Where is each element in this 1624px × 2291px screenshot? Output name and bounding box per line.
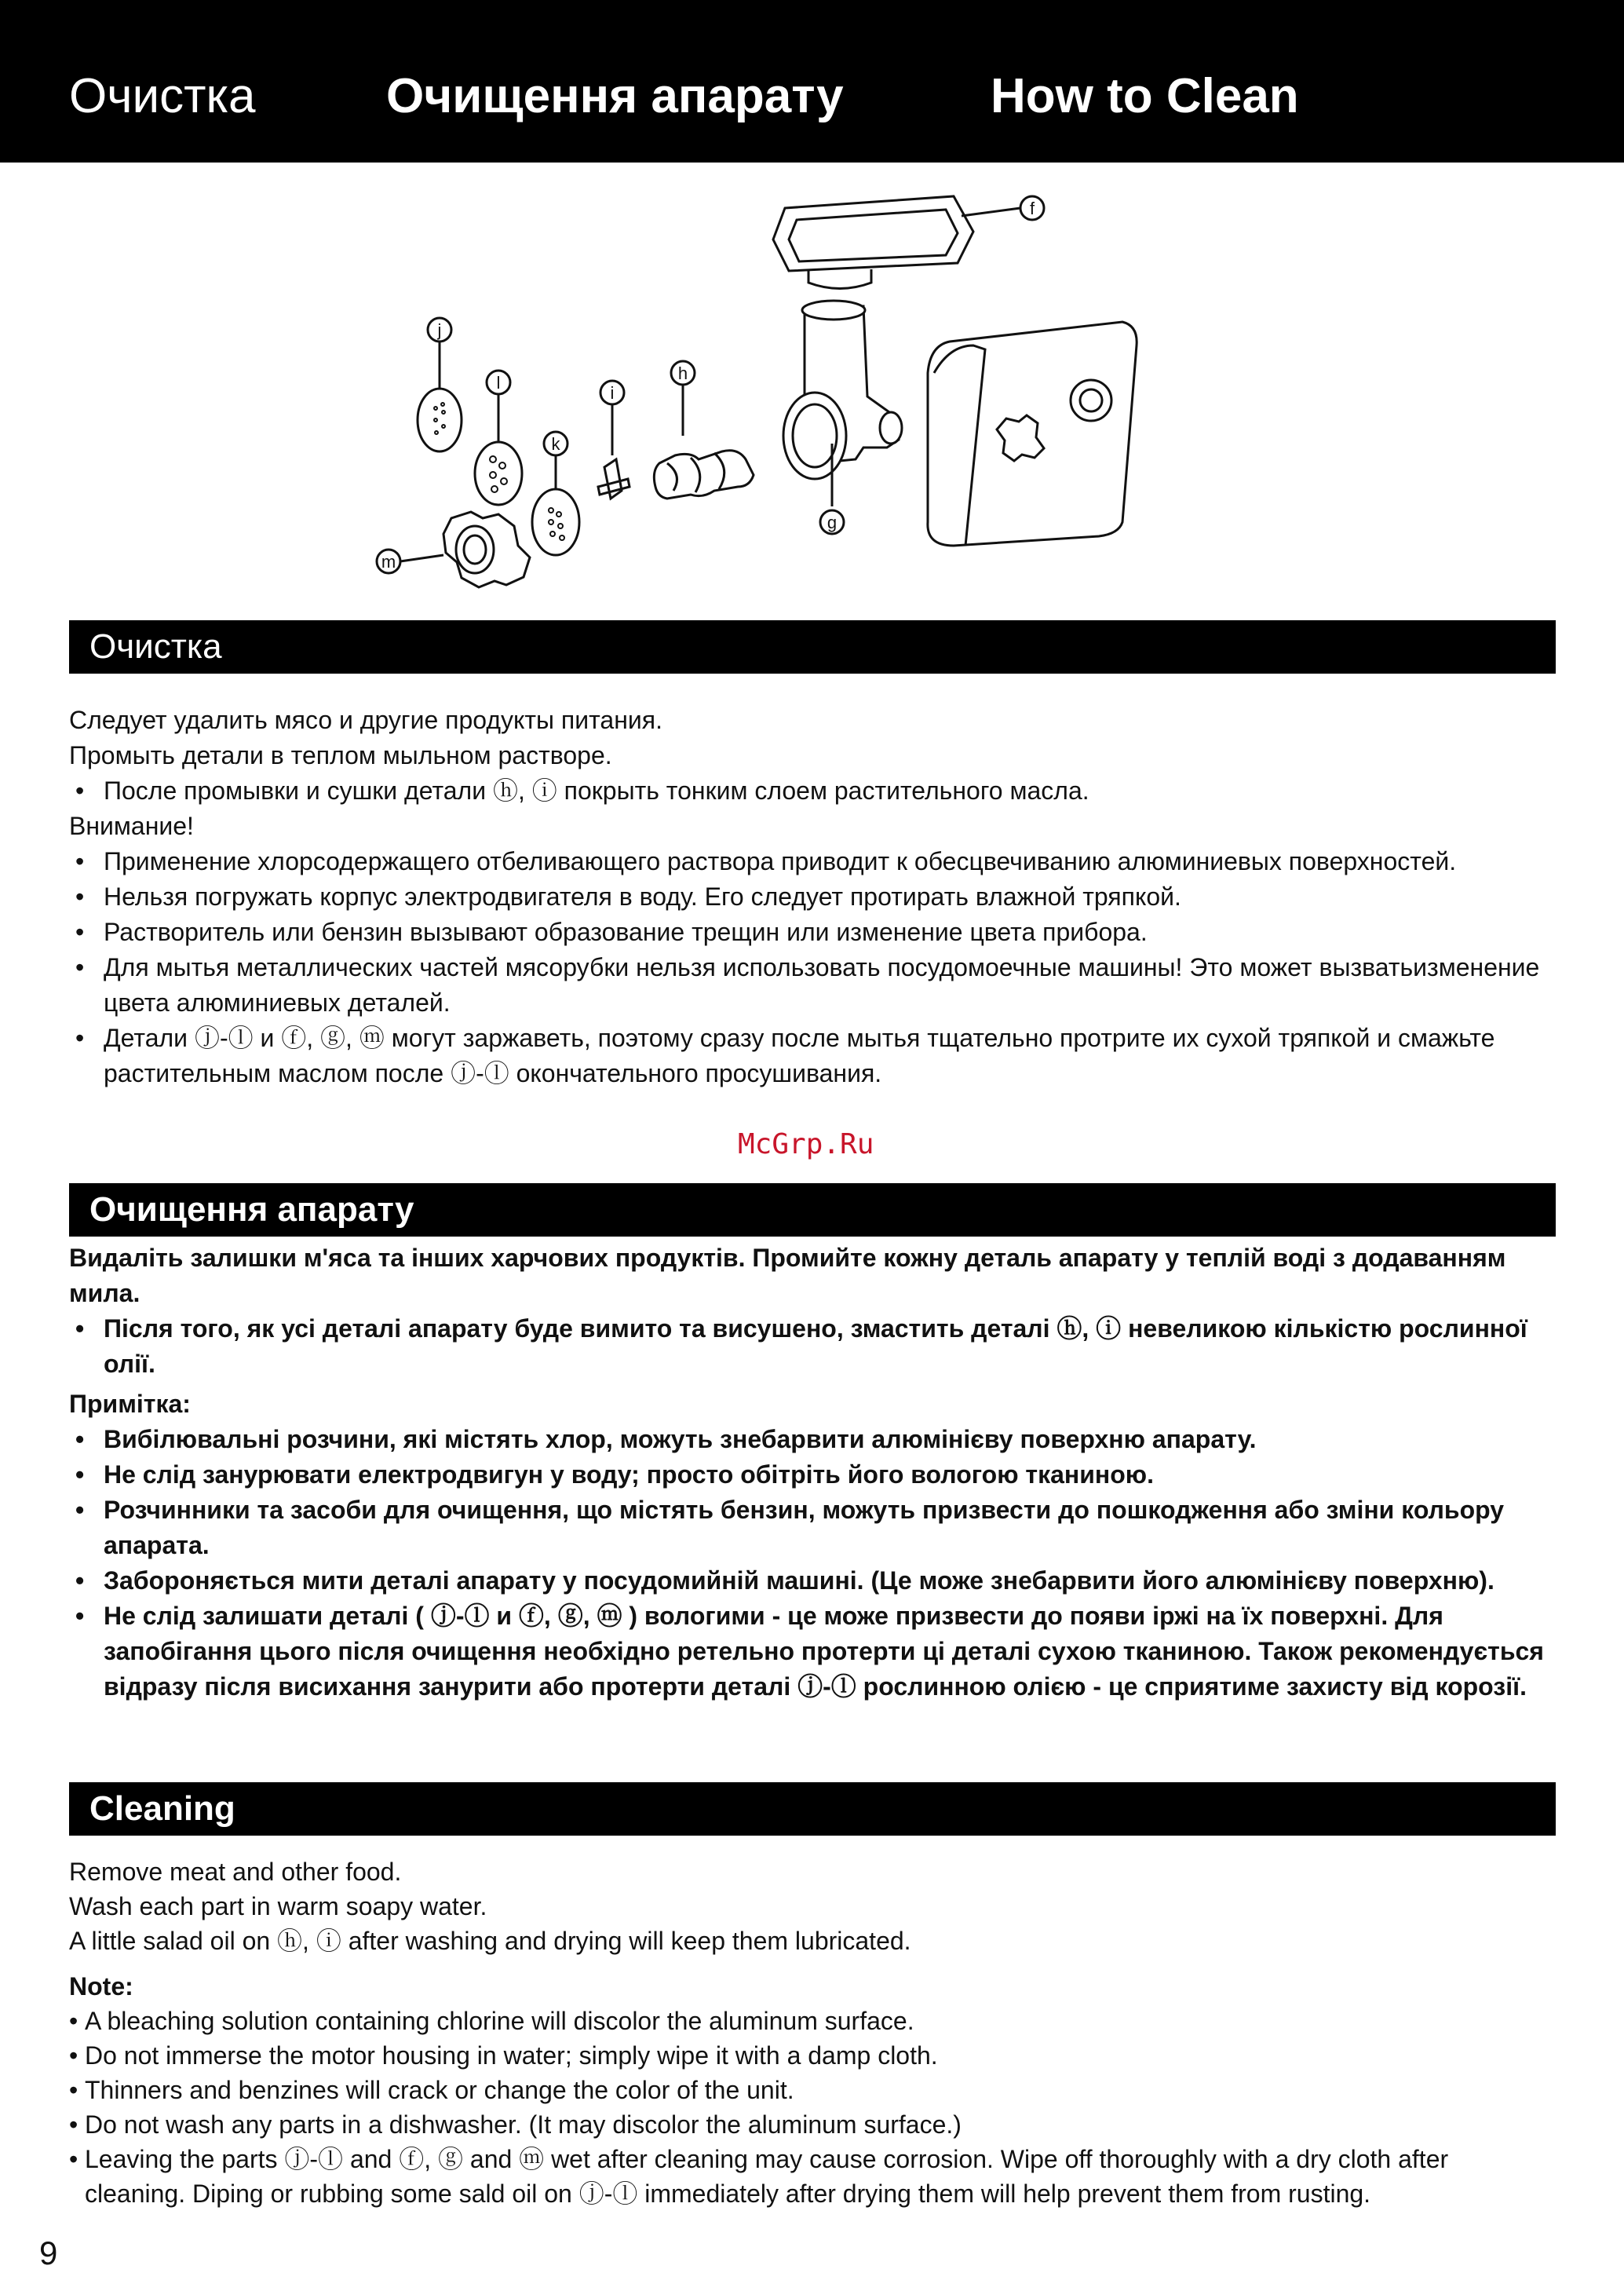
watermark: McGrp.Ru xyxy=(738,1128,874,1160)
ru-bullet-5: • Детали ⓙ-ⓛ и ⓕ, ⓖ, ⓜ могут заржаветь, поэтому сразу после мытья тщательно протрите их сухой тряпкой и смажьте растительным маслом после ⓙ-ⓛ окончательного просушивания. xyxy=(69,1021,1556,1091)
grinder-head-g xyxy=(783,301,902,534)
label-g: g xyxy=(827,513,838,532)
ru-bullet-1: • Применение хлорсодержащего отбеливающего раствора приводит к обесцвечиванию алюминиевых поверхностей. xyxy=(69,844,1556,879)
auger-h xyxy=(654,361,754,499)
en-line-1: Remove meat and other food. xyxy=(69,1858,402,1886)
section-body-en xyxy=(69,1854,1556,2211)
uk-note-label: Примітка: xyxy=(69,1390,191,1418)
en-bullet-5: • Leaving the parts ⓙ-ⓛ and ⓕ, ⓖ and ⓜ wet after cleaning may cause corrosion. Wipe off thoroughly with a dry cloth after cleaning. Diping or rubbing some sald oil on ⓙ-ⓛ immediately after drying them will help prevent them from rusting. xyxy=(69,2142,1556,2211)
uk-bullet-4: • Забороняється мити деталі апарату у посудомийній машині. (Це може знебарвити його алюмінієву поверхню). xyxy=(69,1563,1556,1599)
section-heading-ru: Очистка xyxy=(69,620,1556,674)
label-f: f xyxy=(1029,199,1035,218)
uk-line-1: Видаліть залишки м'яса та інших харчових продуктів. Промийте кожну деталь апарату у теплій воді з додаванням мила. xyxy=(69,1244,1506,1307)
en-bullet-4: • Do not wash any parts in a dishwasher. (It may discolor the aluminum surface.) xyxy=(69,2107,1556,2142)
ru-note-label: Внимание! xyxy=(69,812,194,840)
uk-bullet-5: • Не слід залишати деталі ( ⓙ-ⓛ и ⓕ, ⓖ, ⓜ ) вологими - це може призвести до появи іржі на їх поверхні. Для запобігання цього після очищення необхідно ретельно протерти ці деталі сухою тканиною. Також рекомендується відразу після висихання занурити або протерти деталі ⓙ-ⓛ рослинною олією - це сприятиме захисту від корозії. xyxy=(69,1599,1556,1705)
label-h: h xyxy=(677,364,688,383)
en-bullet-2: • Do not immerse the motor housing in water; simply wipe it with a damp cloth. xyxy=(69,2038,1556,2073)
page-number: 9 xyxy=(39,2234,58,2271)
uk-bullet-top: • Після того, як усі деталі апарату буде вимито та висушено, змастить деталі ⓗ, ⓘ невеликою кількістю рослинної олії. xyxy=(69,1311,1556,1382)
plate-j xyxy=(418,318,462,451)
blade-i xyxy=(598,381,630,499)
ru-bullet-2: • Нельзя погружать корпус электродвигателя в воду. Его следует протирать влажной тряпкой. xyxy=(69,879,1556,915)
uk-bullet-3: • Розчинники та засоби для очищення, що містять бензин, можуть призвести до пошкодження або зміни кольору апарата. xyxy=(69,1493,1556,1563)
plate-k xyxy=(532,432,579,555)
en-line-3: A little salad oil on ⓗ, ⓘ after washing and drying will keep them lubricated. xyxy=(69,1927,911,1955)
tray-part-f xyxy=(773,196,1044,289)
label-i: i xyxy=(610,383,615,403)
en-bullet-3: • Thinners and benzines will crack or change the color of the unit. xyxy=(69,2073,1556,2107)
en-bullet-1: • A bleaching solution containing chlorine will discolor the aluminum surface. xyxy=(69,2004,1556,2038)
label-j: j xyxy=(437,320,442,340)
uk-bullet-1: • Вибілювальні розчини, які містять хлор, можуть знебарвити алюмінієву поверхню апарату. xyxy=(69,1422,1556,1457)
section-heading-en: Cleaning xyxy=(69,1782,1556,1836)
section-heading-uk: Очищення апарату xyxy=(69,1183,1556,1237)
ru-bullet-4: • Для мытья металлических частей мясорубки нельзя использовать посудомоечные машины! Это может вызватьизменение цвета алюминиевых деталей. xyxy=(69,950,1556,1021)
ru-line-2: Промыть детали в теплом мыльном растворе. xyxy=(69,741,612,769)
ru-bullet-top: • После промывки и сушки детали ⓗ, ⓘ покрыть тонким слоем растительного масла. xyxy=(69,773,1556,809)
plate-l xyxy=(475,371,522,505)
title-ru: Очистка xyxy=(69,69,256,123)
label-k: k xyxy=(551,434,560,454)
motor-housing xyxy=(928,322,1137,546)
section-body-ru xyxy=(69,703,1556,1091)
en-line-2: Wash each part in warm soapy water. xyxy=(69,1892,487,1920)
title-en: How to Clean xyxy=(991,69,1299,123)
uk-bullet-2: • Не слід занурювати електродвигун у воду; просто обітріть його вологою тканиною. xyxy=(69,1457,1556,1493)
title-uk: Очищення апарату xyxy=(386,69,844,123)
ru-bullet-3: • Растворитель или бензин вызывают образование трещин или изменение цвета прибора. xyxy=(69,915,1556,950)
meat-grinder-parts-illustration xyxy=(345,177,1232,601)
ru-line-1: Следует удалить мясо и другие продукты питания. xyxy=(69,706,662,734)
en-note-label: Note: xyxy=(69,1972,133,2001)
label-l: l xyxy=(496,373,501,393)
title-bar xyxy=(0,0,1624,163)
ring-nut-m xyxy=(377,512,530,587)
section-body-uk xyxy=(69,1241,1556,1705)
label-m: m xyxy=(381,552,396,572)
